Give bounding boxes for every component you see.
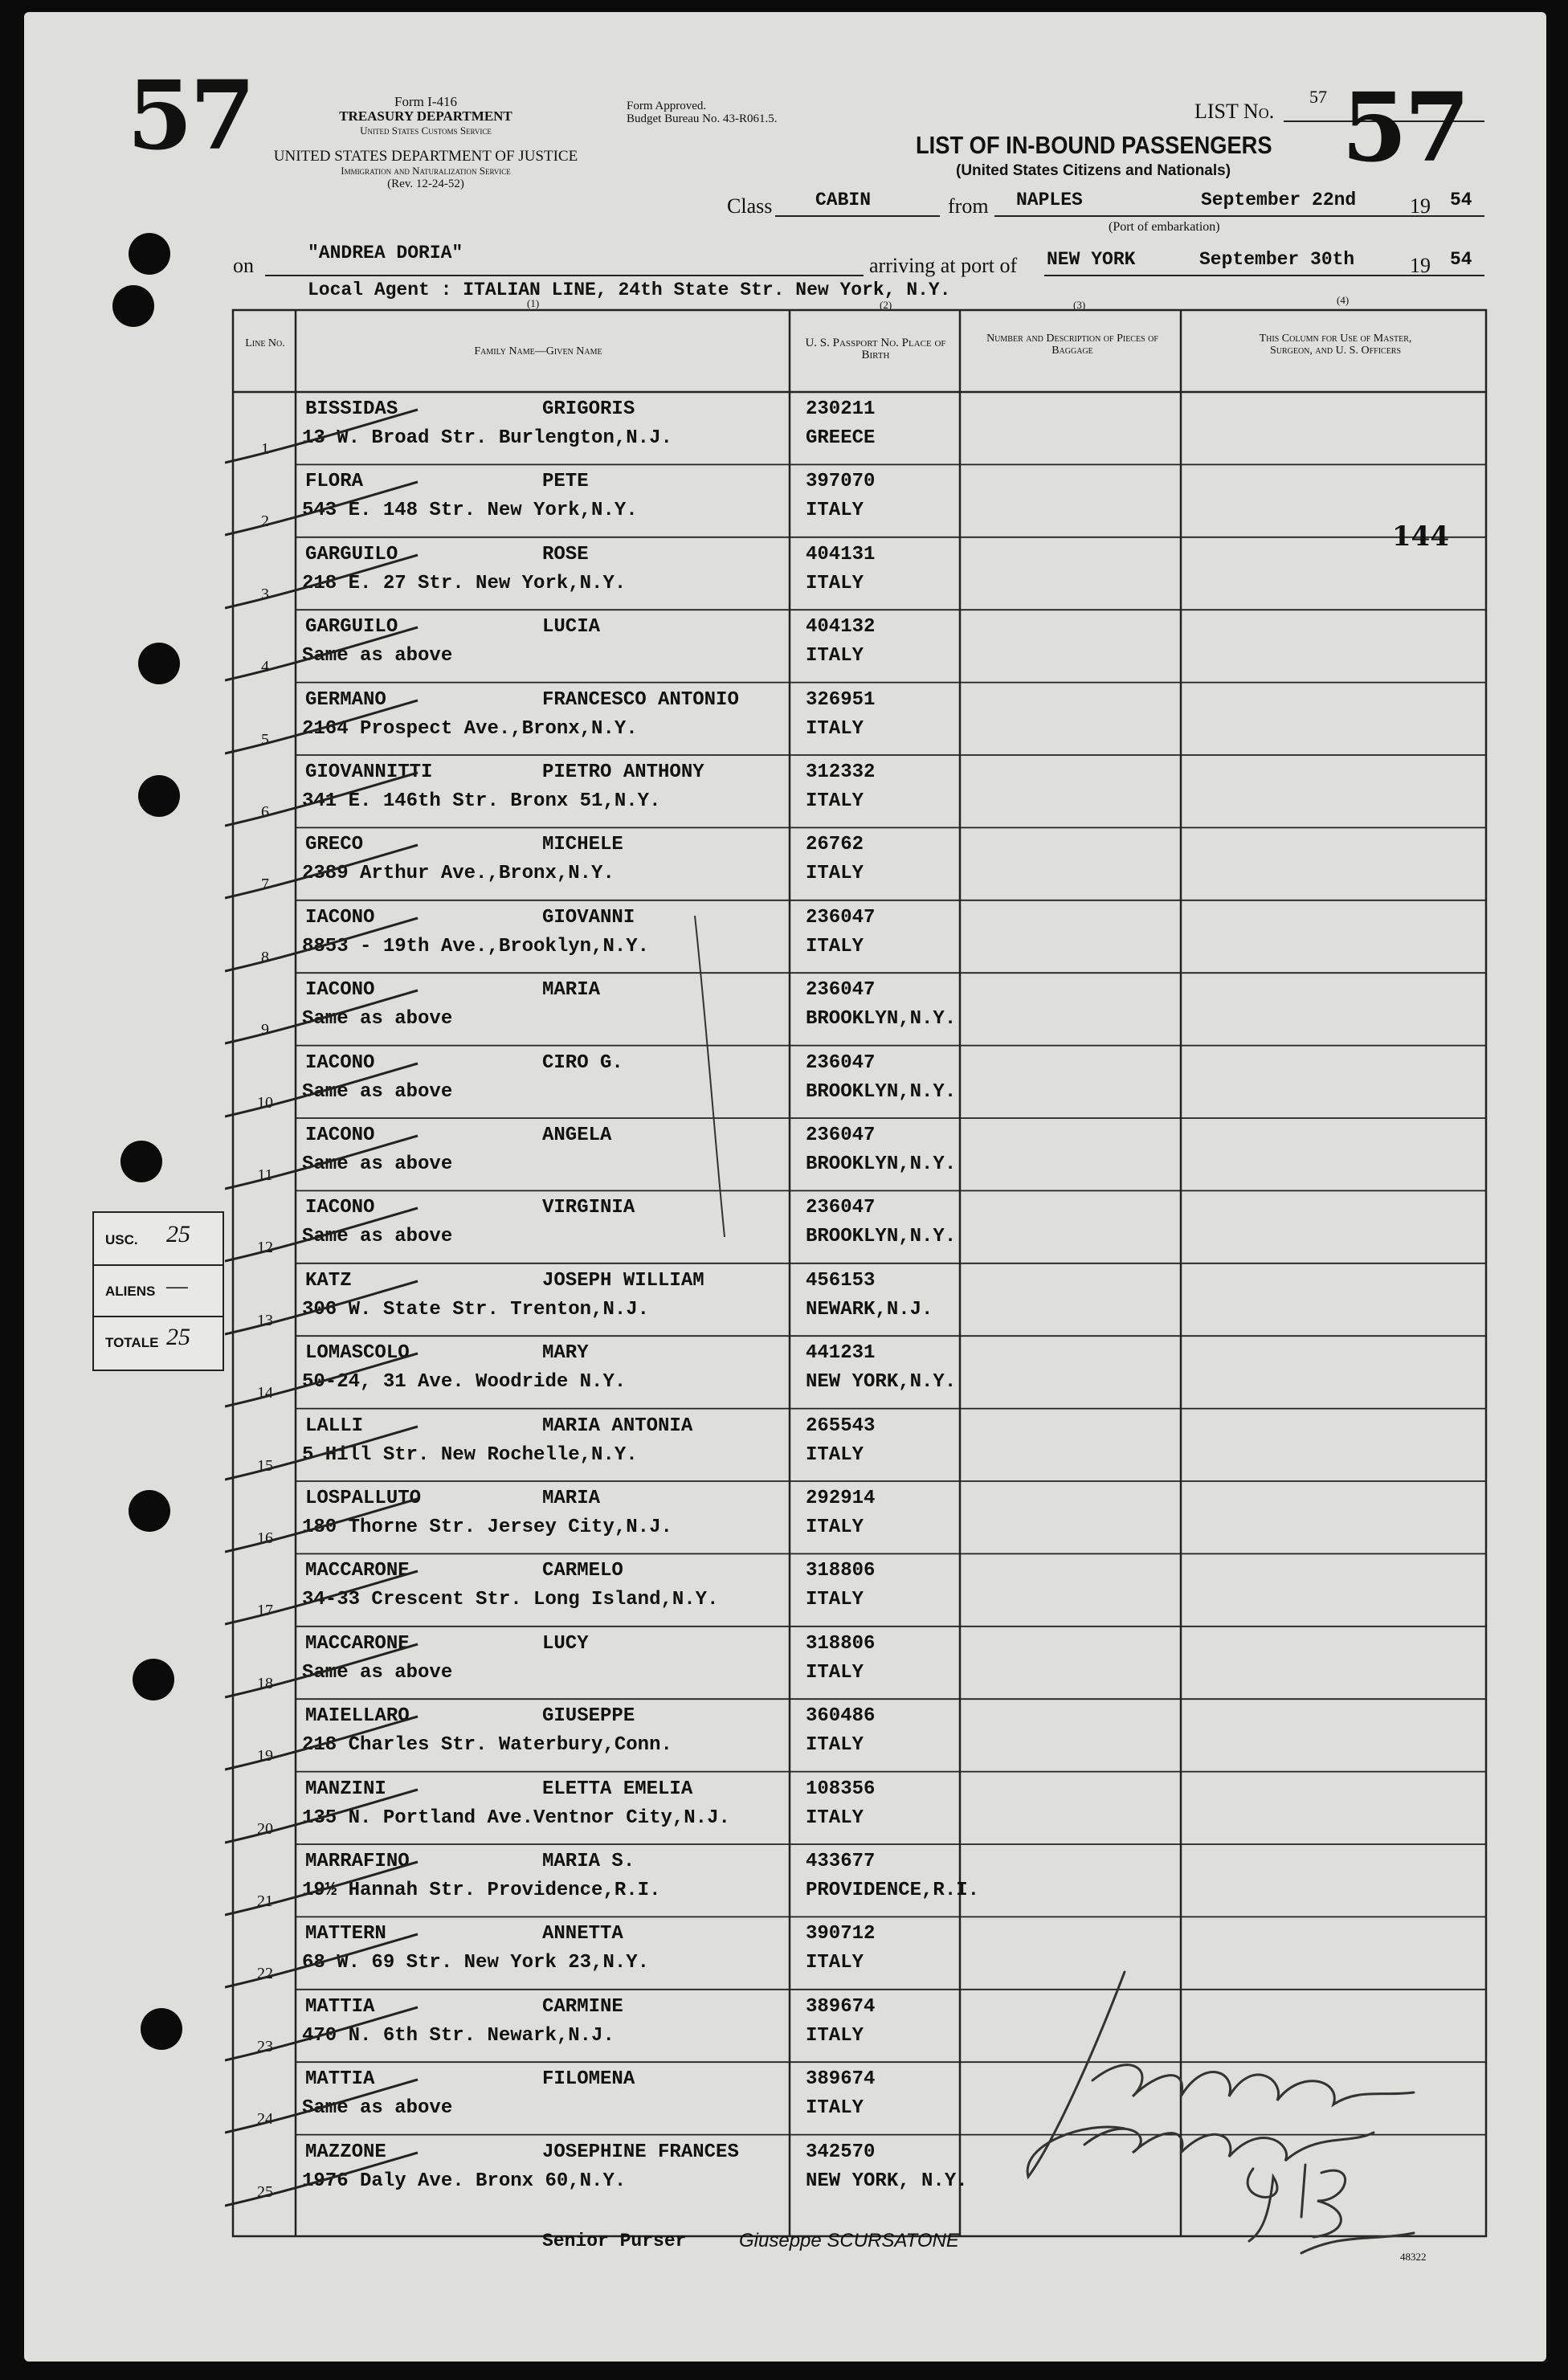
ship-name: "ANDREA DORIA": [308, 243, 463, 263]
mark-1: (1): [527, 297, 540, 309]
table-row: [0, 392, 1486, 464]
family-name: GARGUILO: [305, 543, 398, 565]
arriving-label: arriving at port of: [869, 254, 1018, 277]
line-number: 25: [257, 2182, 273, 2201]
check-mark: [225, 2078, 434, 2134]
check-mark: [225, 553, 434, 610]
tally-box: [92, 1211, 224, 1371]
line-number: 5: [261, 730, 269, 749]
list-big-number: 57: [1341, 71, 1468, 183]
address: 135 N. Portland Ave.Ventnor City,N.J.: [302, 1806, 730, 1829]
place-of-birth: NEW YORK, N.Y.: [806, 2170, 968, 2192]
port-note: (Port of embarkation): [1109, 220, 1220, 234]
table-row: [0, 537, 1486, 610]
mark-3: (3): [1073, 299, 1086, 311]
check-mark: [225, 1788, 434, 1844]
col-header-name: Family Name—Given Name: [474, 345, 602, 357]
place-of-birth: ITALY: [806, 1806, 864, 1829]
passport-number: 236047: [806, 906, 876, 929]
line-number: 14: [257, 1384, 273, 1402]
col-header-baggage: Number and Description of Pieces of Baggage: [986, 333, 1158, 357]
family-name: MATTIA: [305, 2068, 375, 2091]
tally-total: TOTALE 25: [105, 1324, 190, 1350]
check-mark: [225, 2151, 434, 2207]
family-name: IACONO: [305, 1051, 375, 1074]
given-name: PIETRO ANTHONY: [542, 761, 704, 783]
place-of-birth: ITALY: [806, 500, 864, 522]
ins-service: Immigration and Naturalization Service: [341, 165, 511, 177]
place-of-birth: ITALY: [806, 1517, 864, 1538]
col-header-passport: U. S. Passport No. Place of Birth: [805, 337, 946, 361]
check-mark: [225, 989, 434, 1045]
page-count: 144: [1392, 520, 1449, 553]
line-number: 24: [257, 2110, 273, 2129]
passport-number: 404132: [806, 616, 876, 639]
given-name: ROSE: [542, 543, 589, 565]
form-number: Form I-416: [394, 94, 457, 109]
passport-number: 389674: [806, 2068, 876, 2091]
embark-port: NAPLES: [1016, 190, 1083, 210]
place-of-birth: NEWARK,N.J.: [806, 1298, 933, 1321]
given-name: MARIA ANTONIA: [542, 1415, 693, 1437]
place-of-birth: ITALY: [806, 935, 864, 957]
line-number: 17: [257, 1602, 273, 1620]
family-name: GRECO: [305, 834, 364, 856]
place-of-birth: NEW YORK,N.Y.: [806, 1371, 957, 1394]
check-mark: [225, 771, 434, 827]
address: 8853 - 19th Ave.,Brooklyn,N.Y.: [302, 935, 650, 957]
place-of-birth: ITALY: [806, 863, 864, 885]
family-name: LALLI: [305, 1415, 364, 1437]
given-name: ANGELA: [542, 1125, 612, 1146]
line-number: 4: [261, 658, 269, 676]
arrival-date: September 30th: [1199, 249, 1355, 270]
address: 470 N. 6th Str. Newark,N.J.: [302, 2024, 615, 2047]
address: 341 E. 146th Str. Bronx 51,N.Y.: [302, 790, 661, 812]
tally-usc: USC. 25: [94, 1213, 223, 1266]
family-name: MARRAFINO: [305, 1851, 410, 1872]
passport-number: 318806: [806, 1632, 876, 1655]
line-number: 16: [257, 1529, 273, 1547]
check-mark: [225, 1570, 434, 1626]
family-name: IACONO: [305, 1197, 375, 1219]
line-number: 21: [257, 1892, 273, 1910]
given-name: ELETTA EMELIA: [542, 1778, 693, 1800]
line-number: 10: [257, 1093, 273, 1112]
check-mark: [225, 1860, 434, 1917]
check-mark: [225, 699, 434, 755]
list-small-number: 57: [1309, 87, 1327, 107]
check-mark: [225, 1134, 434, 1190]
family-name: MANZINI: [305, 1778, 386, 1800]
manifest-subtitle: (United States Citizens and Nationals): [956, 162, 1231, 179]
check-mark: [225, 1352, 434, 1408]
family-name: GIOVANNITTI: [305, 761, 433, 783]
line-number: 9: [261, 1021, 269, 1039]
passport-number: 230211: [806, 398, 876, 420]
place-of-birth: ITALY: [806, 1734, 864, 1757]
table-row: [0, 827, 1486, 900]
family-name: IACONO: [305, 979, 375, 1002]
check-mark: [225, 1280, 434, 1336]
address: 68 W. 69 Str. New York 23,N.Y.: [302, 1952, 650, 1974]
local-agent: Local Agent : ITALIAN LINE, 24th State Str. New York, N.Y.: [308, 280, 951, 300]
arrival-port: NEW YORK: [1047, 249, 1136, 270]
table-row: [0, 610, 1486, 682]
given-name: MICHELE: [542, 834, 623, 856]
given-name: GIOVANNI: [542, 906, 635, 929]
table-row: [0, 900, 1486, 973]
address: 180 Thorne Str. Jersey City,N.J.: [302, 1517, 672, 1538]
address: 5 Hill Str. New Rochelle,N.Y.: [302, 1443, 638, 1466]
passport-number: 236047: [806, 979, 876, 1002]
given-name: MARIA: [542, 1488, 601, 1509]
given-name: GRIGORIS: [542, 398, 635, 420]
table-row: [0, 973, 1486, 1045]
passport-number: 326951: [806, 688, 876, 711]
passport-number: 441231: [806, 1342, 876, 1365]
table-row: [0, 1118, 1486, 1190]
family-name: MACCARONE: [305, 1632, 410, 1655]
line-number: 19: [257, 1747, 273, 1766]
address: 218 Charles Str. Waterbury,Conn.: [302, 1734, 672, 1757]
place-of-birth: ITALY: [806, 645, 864, 667]
table-row: [0, 1481, 1486, 1553]
passport-number: 236047: [806, 1051, 876, 1074]
address: 2389 Arthur Ave.,Bronx,N.Y.: [302, 863, 615, 885]
family-name: IACONO: [305, 1125, 375, 1146]
given-name: LUCY: [542, 1632, 589, 1655]
page-code: 48322: [1400, 2251, 1427, 2263]
line-number: 3: [261, 585, 269, 603]
passport-number: 292914: [806, 1488, 876, 1509]
table-row: [0, 1627, 1486, 1699]
check-mark: [225, 1715, 434, 1771]
table-row: [0, 1699, 1486, 1771]
given-name: FRANCESCO ANTONIO: [542, 688, 739, 711]
class-label: Class: [727, 194, 773, 218]
inspector-signature: [996, 1960, 1446, 2257]
check-mark: [225, 1425, 434, 1481]
table-row: [0, 1772, 1486, 1844]
address: 218 E. 27 Str. New York,N.Y.: [302, 572, 627, 594]
passport-number: 397070: [806, 471, 876, 493]
manifest-title: LIST OF IN-BOUND PASSENGERS: [916, 131, 1272, 159]
check-mark: [225, 626, 434, 682]
table-row: [0, 755, 1486, 827]
line-number: 8: [261, 948, 269, 966]
given-name: CARMINE: [542, 1995, 623, 2018]
on-label: on: [233, 254, 254, 277]
address: 1976 Daly Ave. Bronx 60,N.Y.: [302, 2170, 627, 2192]
place-of-birth: ITALY: [806, 1443, 864, 1466]
passport-number: 26762: [806, 834, 864, 856]
given-name: GIUSEPPE: [542, 1705, 635, 1728]
table-row: [0, 1844, 1486, 1917]
list-no-label: LIST No.: [1194, 100, 1275, 123]
line-number: 13: [257, 1311, 273, 1329]
address: Same as above: [302, 1153, 453, 1175]
address: 306 W. State Str. Trenton,N.J.: [302, 1298, 650, 1321]
line-number: 22: [257, 1965, 273, 1983]
place-of-birth: BROOKLYN,N.Y.: [806, 1153, 957, 1175]
check-mark: [225, 408, 434, 464]
table-row: [0, 683, 1486, 755]
check-mark: [225, 1497, 434, 1553]
family-name: MACCARONE: [305, 1560, 410, 1582]
mark-2: (2): [880, 299, 892, 311]
given-name: MARY: [542, 1342, 589, 1365]
passport-number: 360486: [806, 1705, 876, 1728]
place-of-birth: GREECE: [806, 427, 876, 449]
passport-number: 404131: [806, 543, 876, 565]
address: 50-24, 31 Ave. Woodride N.Y.: [302, 1371, 627, 1394]
address: 19½ Hannah Str. Providence,R.I.: [302, 1880, 661, 1901]
address: 34-33 Crescent Str. Long Island,N.Y.: [302, 1589, 719, 1611]
address: Same as above: [302, 1661, 453, 1684]
col-header-officers: This Column for Use of Master, Surgeon, and U. S. Officers: [1259, 333, 1412, 357]
family-name: LOSPALLUTO: [305, 1488, 422, 1509]
address: Same as above: [302, 645, 453, 667]
passport-number: 390712: [806, 1923, 876, 1945]
line-number: 7: [261, 876, 269, 894]
place-of-birth: ITALY: [806, 1661, 864, 1684]
address: Same as above: [302, 1226, 453, 1248]
address: 13 W. Broad Str. Burlengton,N.J.: [302, 427, 672, 449]
line-number: 2: [261, 512, 269, 531]
given-name: FILOMENA: [542, 2068, 635, 2091]
line-number: 1: [261, 440, 269, 458]
arrival-year: 54: [1450, 249, 1472, 270]
address: 2164 Prospect Ave.,Bronx,N.Y.: [302, 717, 638, 740]
family-name: GERMANO: [305, 688, 386, 711]
arrival-year-prefix: 19: [1410, 254, 1431, 277]
form-approved: Form Approved.: [627, 100, 707, 112]
given-name: VIRGINIA: [542, 1197, 635, 1219]
family-name: MAZZONE: [305, 2141, 386, 2163]
corner-list-number: 57: [127, 59, 253, 171]
place-of-birth: BROOKLYN,N.Y.: [806, 1226, 957, 1248]
place-of-birth: ITALY: [806, 1589, 864, 1611]
purser-label: Senior Purser: [542, 2231, 687, 2251]
place-of-birth: ITALY: [806, 717, 864, 740]
passport-number: 389674: [806, 1995, 876, 2018]
line-number: 6: [261, 803, 269, 821]
family-name: FLORA: [305, 471, 364, 493]
line-number: 15: [257, 1456, 273, 1475]
given-name: JOSEPH WILLIAM: [542, 1269, 704, 1292]
col-header-line-no: Line No.: [245, 337, 285, 349]
table-row: [0, 1046, 1486, 1118]
passport-number: 265543: [806, 1415, 876, 1437]
family-name: MATTIA: [305, 1995, 375, 2018]
family-name: MATTERN: [305, 1923, 386, 1945]
passport-number: 433677: [806, 1851, 876, 1872]
given-name: JOSEPHINE FRANCES: [542, 2141, 739, 2163]
justice-dept: UNITED STATES DEPARTMENT OF JUSTICE: [273, 148, 578, 165]
form-revision: (Rev. 12-24-52): [387, 178, 464, 190]
check-mark: [225, 843, 434, 900]
given-name: LUCIA: [542, 616, 601, 639]
embark-year: 54: [1450, 190, 1472, 210]
place-of-birth: ITALY: [806, 790, 864, 812]
passport-number: 456153: [806, 1269, 876, 1292]
passport-number: 236047: [806, 1125, 876, 1146]
address: Same as above: [302, 1008, 453, 1031]
place-of-birth: BROOKLYN,N.Y.: [806, 1008, 957, 1031]
check-mark: [225, 1062, 434, 1118]
given-name: CARMELO: [542, 1560, 623, 1582]
place-of-birth: ITALY: [806, 1952, 864, 1974]
given-name: MARIA S.: [542, 1851, 635, 1872]
family-name: KATZ: [305, 1269, 352, 1292]
line-number: 18: [257, 1674, 273, 1692]
address: Same as above: [302, 1080, 453, 1103]
family-name: GARGUILO: [305, 616, 398, 639]
check-mark: [225, 916, 434, 973]
check-mark: [225, 1206, 434, 1263]
given-name: MARIA: [542, 979, 601, 1002]
check-mark: [225, 480, 434, 537]
embark-year-prefix: 19: [1410, 194, 1431, 218]
table-row: [0, 1409, 1486, 1481]
check-mark: [225, 1933, 434, 1989]
treasury-dept: TREASURY DEPARTMENT: [339, 108, 512, 124]
budget-bureau: Budget Bureau No. 43-R061.5.: [627, 112, 778, 125]
line-number: 23: [257, 2037, 273, 2055]
given-name: ANNETTA: [542, 1923, 623, 1945]
family-name: IACONO: [305, 906, 375, 929]
passport-number: 312332: [806, 761, 876, 783]
address: Same as above: [302, 2097, 453, 2120]
place-of-birth: ITALY: [806, 572, 864, 594]
place-of-birth: ITALY: [806, 2024, 864, 2047]
line-number: 20: [257, 1819, 273, 1838]
address: 543 E. 148 Str. New York,N.Y.: [302, 500, 638, 522]
table-row: [0, 464, 1486, 537]
family-name: LOMASCOLO: [305, 1342, 410, 1365]
class-value: CABIN: [815, 190, 872, 210]
tally-aliens: ALIENS —: [94, 1264, 223, 1317]
embark-date: September 22nd: [1201, 190, 1357, 210]
customs-service: United States Customs Service: [360, 125, 492, 137]
passport-number: 108356: [806, 1778, 876, 1800]
given-name: PETE: [542, 471, 589, 493]
place-of-birth: PROVIDENCE,R.I.: [806, 1880, 980, 1901]
from-label: from: [948, 194, 989, 218]
family-name: BISSIDAS: [305, 398, 398, 420]
family-name: MAIELLARO: [305, 1705, 410, 1728]
place-of-birth: ITALY: [806, 2097, 864, 2120]
line-number: 11: [257, 1166, 273, 1184]
passport-number: 342570: [806, 2141, 876, 2163]
passport-number: 318806: [806, 1560, 876, 1582]
place-of-birth: BROOKLYN,N.Y.: [806, 1080, 957, 1103]
check-mark: [225, 1643, 434, 1699]
check-mark: [225, 2006, 434, 2062]
table-row: [0, 1553, 1486, 1626]
purser-name: Giuseppe SCURSATONE: [739, 2230, 959, 2251]
passport-number: 236047: [806, 1197, 876, 1219]
given-name: CIRO G.: [542, 1051, 623, 1074]
line-number: 12: [257, 1239, 273, 1257]
mark-4: (4): [1337, 294, 1350, 306]
